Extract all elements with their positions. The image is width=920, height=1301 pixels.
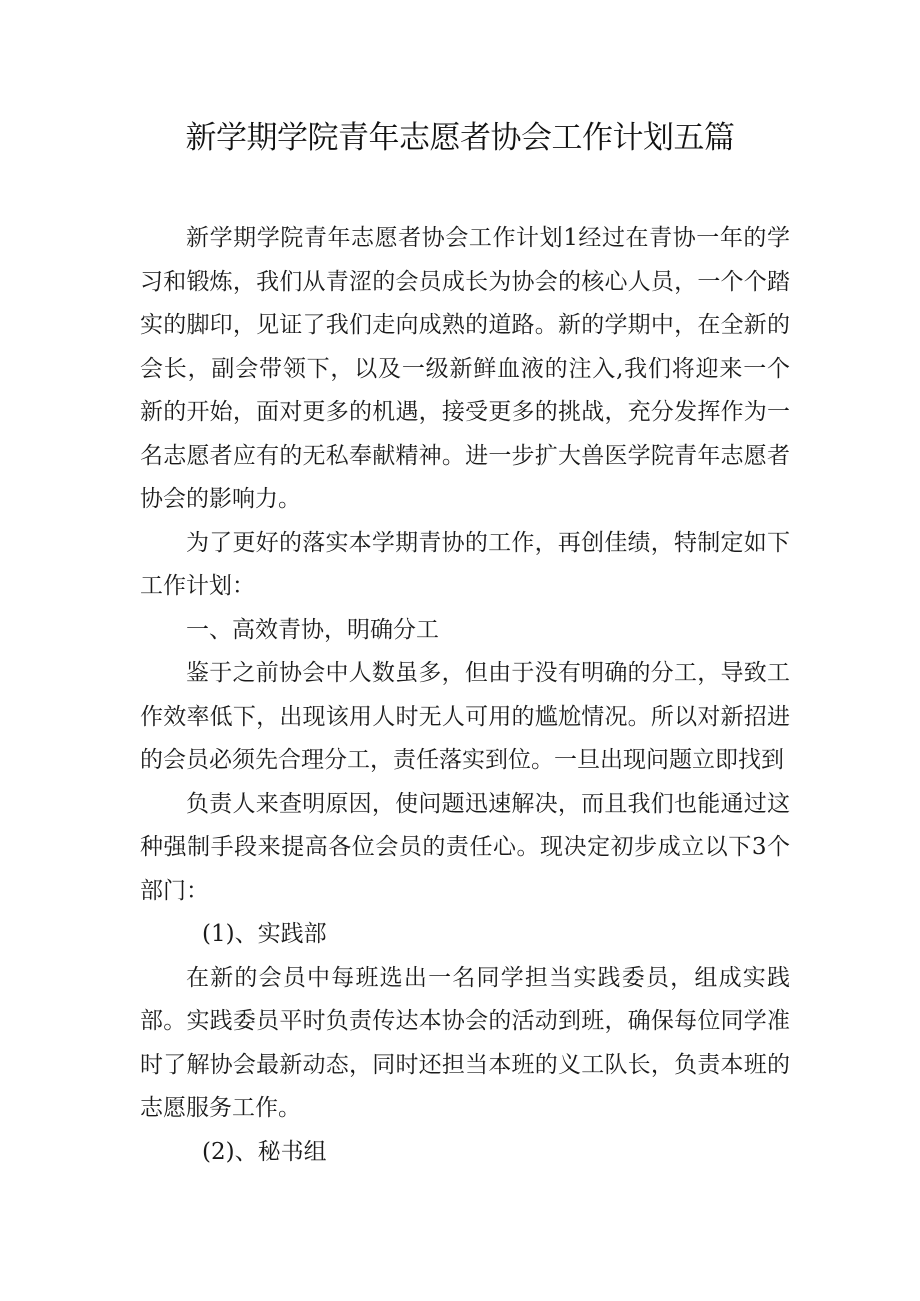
- paragraph-practice-dept: 在新的会员中每班选出一名同学担当实践委员，组成实践部。实践委员平时负责传达本协会的活动到班，确保每位同学准时了解协会最新动态，同时还担当本班的义工队长，负责本班的志愿服务工作。: [140, 964, 790, 1121]
- paragraph-departments: 负责人来查明原因，使问题迅速解决，而且我们也能通过这种强制手段来提高各位会员的责任心。现决定初步成立以下3个部门：: [140, 790, 790, 904]
- subheading-secretary-group: (2)、秘书组: [202, 1138, 327, 1165]
- document-body: [140, 217, 790, 1174]
- paragraph-division-reason: 鉴于之前协会中人数虽多，但由于没有明确的分工，导致工作效率低下，出现该用人时无人可用的尴尬情况。所以对新招进的会员必须先合理分工，责任落实到位。一旦出现问题立即找到: [140, 660, 790, 773]
- section-heading-1: 一、高效青协，明确分工: [186, 616, 439, 643]
- document-title: 新学期学院青年志愿者协会工作计划五篇: [185, 120, 735, 156]
- paragraph-purpose: 为了更好的落实本学期青协的工作，再创佳绩，特制定如下工作计划：: [140, 529, 790, 599]
- paragraph-intro: 新学期学院青年志愿者协会工作计划1经过在青协一年的学习和锻炼，我们从青涩的会员成长为协会的核心人员，一个个踏实的脚印，见证了我们走向成熟的道路。新的学期中，在全新的会长，副会带领下，以及一级新鲜血液的注入,我们将迎来一个新的开始，面对更多的机遇，接受更多的挑战，充分发挥作为一名志愿者应有的无私奉献精神。进一步扩大兽医学院青年志愿者协会的影响力。: [140, 225, 790, 512]
- subheading-practice-dept: (1)、实践部: [202, 921, 327, 947]
